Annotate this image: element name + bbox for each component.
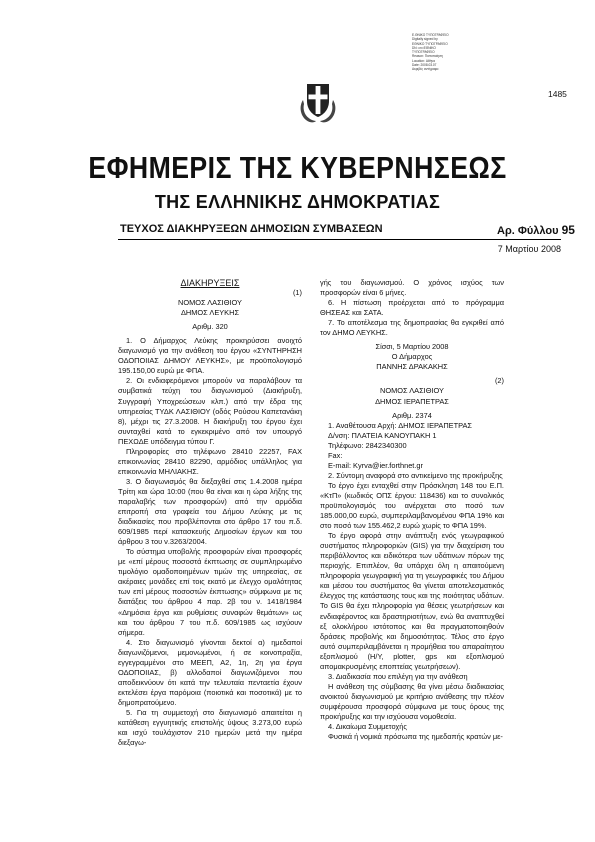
sheet-number-value: 95 (561, 223, 575, 237)
notice-paragraph: 7. Το αποτέλεσμα της δημοπρασίας θα εγκριθεί από τον ΔΗΜΟ ΛΕΥΚΗΣ. (320, 318, 504, 338)
signing-place-date: Σίσσι, 5 Μαρτίου 2008 (375, 342, 449, 352)
notice-paragraph: 3. Διαδικασία που επιλέγη για την ανάθεση (328, 671, 468, 681)
issue-series: ΤΕΥΧΟΣ ΔΙΑΚΗΡΥΞΕΩΝ ΔΗΜΟΣΙΩΝ ΣΥΜΒΑΣΕΩΝ (120, 223, 383, 235)
signer-name: ΠΑΝΝΗΣ ΔΡΑΚΑΚΗΣ (376, 362, 448, 372)
header-rule (118, 239, 561, 240)
notice-municipality: ΔΗΜΟΣ ΛΕΥΚΗΣ (180, 308, 240, 318)
notice-paragraph: Φυσικά ή νομικά πρόσωπα της ημεδαπής κρατών με- (328, 732, 503, 742)
stamp-line: ΤΥΠΟΓΡΑΦΕΙΟ (412, 50, 435, 55)
left-column (118, 278, 302, 748)
stamp-line: Digitally signed by (412, 37, 438, 42)
contact-line: Δ/νση: ΠΛΑΤΕΙΑ ΚΑΝΟΥΠΑΚΗ 1 (328, 430, 437, 440)
notice-paragraph: Το σύστημα υποβολής προσφορών είναι προσφορές με «επί μέρους ποσοστά έκπτωσης σε συμπληρωμένο τιμολόγιο ομαδοποιημένων τιμών της υπηρεσίας, σε ακέραιες μονάδες επί τοις εκατό με έλεγχο ομαλότητας των επί μέρους ποσοστών έκπτωσης» σύμφωνα με τις διατάξεις του άρθρου 4 παρ. 2β του ν. 1418/1984 «Δημόσια έργα και ρυθμίσεις συναφών θεμάτων» ως και του άρθρου 7 του π.δ. 609/1985 ως ισχύουν σήμερα. (118, 547, 302, 637)
page-number: 1485 (548, 89, 567, 99)
issue-date: 7 Μαρτίου 2008 (497, 244, 561, 254)
section-title: ΔΙΑΚΗΡΥΞΕΙΣ (180, 278, 240, 288)
stamp-line: Date: 2008.03.07 (412, 63, 437, 68)
sheet-label: Αρ. Φύλλου (497, 225, 559, 237)
gazette-title: ΕΦΗΜΕΡΙΣ ΤΗΣ ΚΥΒΕΡΝΗΣΕΩΣ (88, 150, 507, 185)
notice-paragraph: γής του διαγωνισμού. Ο χρόνος ισχύος των προσφορών είναι 6 μήνες. (320, 278, 504, 298)
notice-paragraph: 5. Για τη συμμετοχή στο διαγωνισμό απαιτείται η κατάθεση εγγυητικής επιστολής ύψους 3.273,00 ευρώ και ισχύ τουλάχιστον 210 ημερών μετά την ημέρα διεξαγω- (118, 707, 302, 748)
stamp-line: DN: cn=ΕΘΝΙΚΟ (412, 45, 436, 50)
notice-marker: (2) (494, 376, 504, 386)
notice-municipality: ΔΗΜΟΣ ΙΕΡΑΠΕΤΡΑΣ (375, 396, 449, 406)
stamp-line: Reason: Πιστοποίηση (412, 54, 443, 59)
contact-line: E-mail: Kyrva@ier.forthnet.gr (328, 460, 423, 470)
gazette-subtitle: ΤΗΣ ΕΛΛΗΝΙΚΗΣ ΔΗΜΟΚΡΑΤΙΑΣ (154, 192, 441, 212)
notice-paragraph: 3. Ο διαγωνισμός θα διεξαχθεί στις 1.4.2008 ημέρα Τρίτη και ώρα 10:00 (που θα είναι και η ώρα λήξης της παραλαβής των προσφορών) από την αρμόδια επιτροπή στα γραφεία του Δήμου Λεύκης με τις διαδικασίες που προβλέπονται στο άρθρο 17 του π.δ. 609/1985 περί κατασκευής Δημοσίων έργων και του άρθρου 3 του ν.3263/2004. (118, 476, 302, 547)
notice-paragraph: 4. Στο διαγωνισμό γίνονται δεκτοί α) ημεδαποί διαγωνιζόμενοι, μεμονωμένοι, ή σε κοινοπραξία, εγγεγραμμένοι στο ΜΕΕΠ, Α2, 1η, 2η για έργα ΟΔΟΠΟΙΙΑΣ, β) αλλοδαποί διαγωνιζόμενοι που αποδεικνύουν ότι κατά την τελευταία πενταετία έχουν εκτελέσει έργα παρόμοια (ποιοτικά και ποσοτικά) με το δημοπρατούμενο. (118, 637, 302, 707)
notice-number: Αριθμ. 320 (192, 322, 228, 332)
contact-line: Τηλέφωνο: 2842340300 (328, 440, 407, 450)
sheet-number (497, 223, 575, 237)
notice-marker: (1) (292, 288, 302, 298)
notice-paragraph: Το έργο αφορά στην ανάπτυξη ενός γεωγραφικού συστήματος πληροφοριών (GIS) για την διαχείριση του περιβάλλοντος και ειδικότερα των υδάτινων πόρων της περιοχής. Επιπλέον, θα υπάρχει όλη η απαιτούμενη πληροφορία γεωγραφική για τη γεωγραφικές του Δήμου και μέσου του συστήματος θα γίνεται αποτελεσματικός έλεγχος της κατάστασης τους και της ποιότητας υδάτων. Το GIS θα έχει πληροφορία για θέσεις γεωτρήσεων και ενδιαφέροντος και δραστηριοτήτων, ενώ θα αναπτυχθεί εξ ολοκλήρου ιστότοπος και θα πραγματοποιηθούν δράσεις προβολής και δημοσιότητας. Τέλος στο έργο αυτό συμπεριλαμβάνεται η προμήθεια του απαραίτητου εξοπλισμού (Η/Υ, plotter, gps και εξοπλισμού απομακρυσμένης εποπτείας γεωτρήσεων). (320, 531, 504, 671)
digital-signature-stamp (412, 33, 477, 72)
notice-paragraph: Το έργο έχει ενταχθεί στην Πρόσκληση 148 του Ε.Π. «ΚτΠ» (κωδικός ΟΠΣ έργου: 118436) και το συνολικός προϋπολογισμός του ανέρχεται στο ποσό των 185.000,00 ευρώ, συμπεριλαμβανομένου ΦΠΑ 19% και στο ποσό των 155.462,2 ευρώ χωρίς το ΦΠΑ 19%. (320, 480, 504, 531)
stamp-line: ΕΘΝΙΚΟ ΤΥΠΟΓΡΑΦΕΙΟ (412, 41, 448, 46)
notice-paragraph: 2. Οι ενδιαφερόμενοι μπορούν να παραλάβουν τα συμβατικά τεύχη του διαγωνισμού (Διακήρυξη, Συγγραφή Υποχρεώσεων κλπ.) από την έδρα της υπηρεσίας ΤΥΔΚ ΛΑΣΙΘΙΟΥ (οδός Ρούσου Καπετανάκη 8), μέχρι τις 27.3.2008. Η διακήρυξη του έργου έχει συνταχθεί κατά το εγκεκριμένο από τον υπουργό ΠΕΧΩΔΕ υπόδειγμα τύπου Γ. (118, 376, 302, 446)
contact-line: 1. Αναθέτουσα Αρχή: ΔΗΜΟΣ ΙΕΡΑΠΕΤΡΑΣ (328, 420, 472, 430)
stamp-line: Ε.ΘΝΙΚΟ ΤΥΠΟΓΡΑΦΕΙΟ (412, 33, 449, 37)
notice-paragraph: 1. Ο Δήμαρχος Λεύκης προκηρύσσει ανοιχτό διαγωνισμό για την ανάθεση του έργου «ΣΥΝΤΗΡΗΣΗ ΟΔΟΠΟΙΙΑΣ ΔΗΜΟΥ ΛΕΥΚΗΣ», με προϋπολογισμό 195.150,00 ευρώ με ΦΠΑ. (118, 336, 302, 376)
signer-title: Ο Δήμαρχος (391, 352, 433, 362)
notice-paragraph: Πληροφορίες στο τηλέφωνο 28410 22257, FAX επικοινωνίας 28410 82290, αρμόδιος υπάλληλος για επικοινωνία ΜΗΛΙΑΚΗΣ. (118, 446, 302, 476)
contact-line: 2. Σύντομη αναφορά στο αντικείμενο της προκήρυξης (328, 470, 503, 480)
contact-line: Fax: (328, 450, 343, 460)
stamp-line: Ακριβές αντίγραφο (412, 67, 439, 72)
coat-of-arms-icon (296, 80, 340, 124)
right-column (320, 278, 504, 742)
notice-paragraph: Η ανάθεση της σύμβασης θα γίνει μέσω διαδικασίας ανοικτού διαγωνισμού με κριτήριο ανάθεσης την πλέον συμφέρουσα προσφορά σύμφωνα με τους όρους της προκήρυξης και την ισχύουσα νομοθεσία. (320, 681, 504, 721)
stamp-line: Location: Αθήνα (412, 58, 435, 63)
notice-paragraph: 4. Δικαίωμα Συμμετοχής (328, 722, 407, 732)
notice-paragraph: 6. Η πίστωση προέρχεται από το πρόγραμμα ΘΗΣΕΑΣ και ΣΑΤΑ. (320, 298, 504, 318)
notice-prefecture: ΝΟΜΟΣ ΛΑΣΙΘΙΟΥ (380, 386, 444, 396)
notice-number: Αριθμ. 2374 (392, 410, 432, 420)
notice-prefecture: ΝΟΜΟΣ ΛΑΣΙΘΙΟΥ (178, 298, 242, 308)
